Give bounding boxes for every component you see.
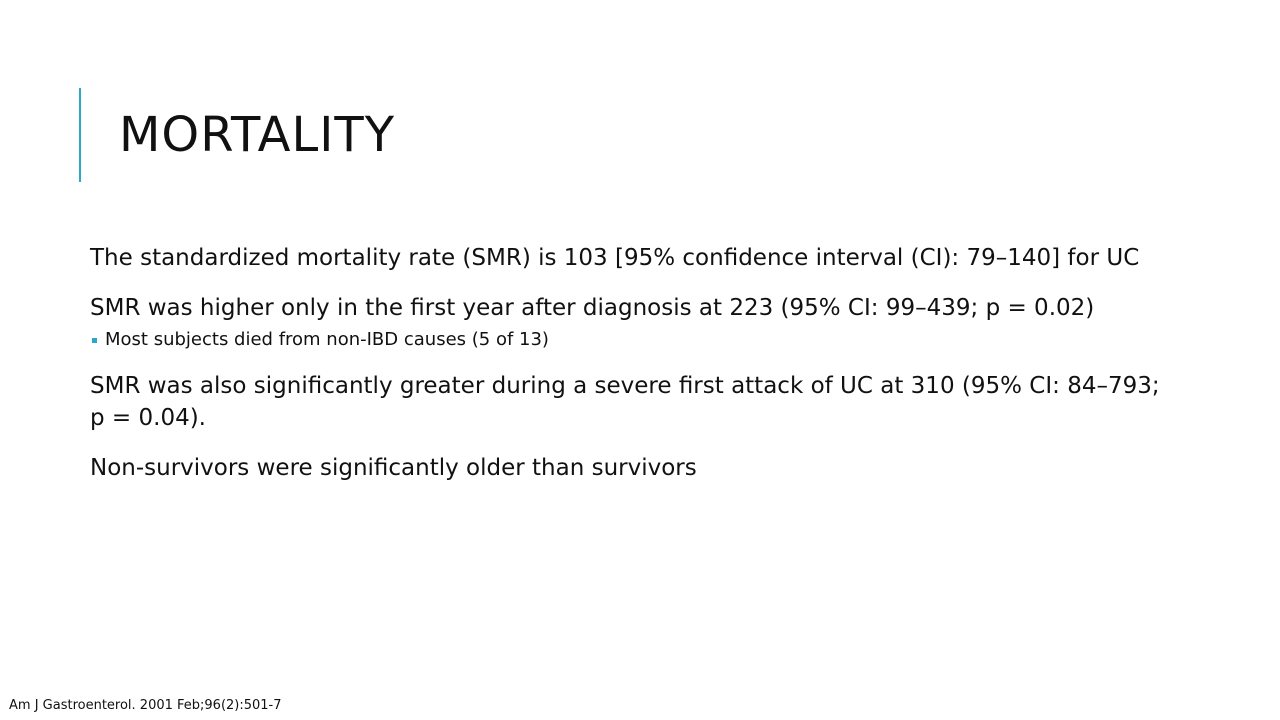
sub-bullet-non-ibd-causes (90, 326, 1170, 354)
sub-bullet-text: Most subjects died from non-IBD causes (5 of 13) (105, 329, 549, 350)
bullet-smr-first-year: SMR was higher only in the first year after diagnosis at 223 (95% CI: 99–439; p = 0.02) (90, 295, 1095, 321)
title-accent-bar (79, 88, 81, 182)
slide-body (90, 242, 1170, 484)
square-bullet-icon (92, 338, 97, 343)
bullet-smr-severe-attack: SMR was also significantly greater during a severe first attack of UC at 310 (95% CI: 84–793; p = 0.04). (90, 373, 1160, 431)
bullet-smr-overall: The standardized mortality rate (SMR) is 103 [95% confidence interval (CI): 79–140] for UC (90, 245, 1140, 271)
bullet-non-survivors-age: Non-survivors were significantly older than survivors (90, 455, 697, 481)
citation-footnote: Am J Gastroenterol. 2001 Feb;96(2):501-7 (9, 698, 282, 713)
slide-title: MORTALITY (119, 107, 396, 163)
